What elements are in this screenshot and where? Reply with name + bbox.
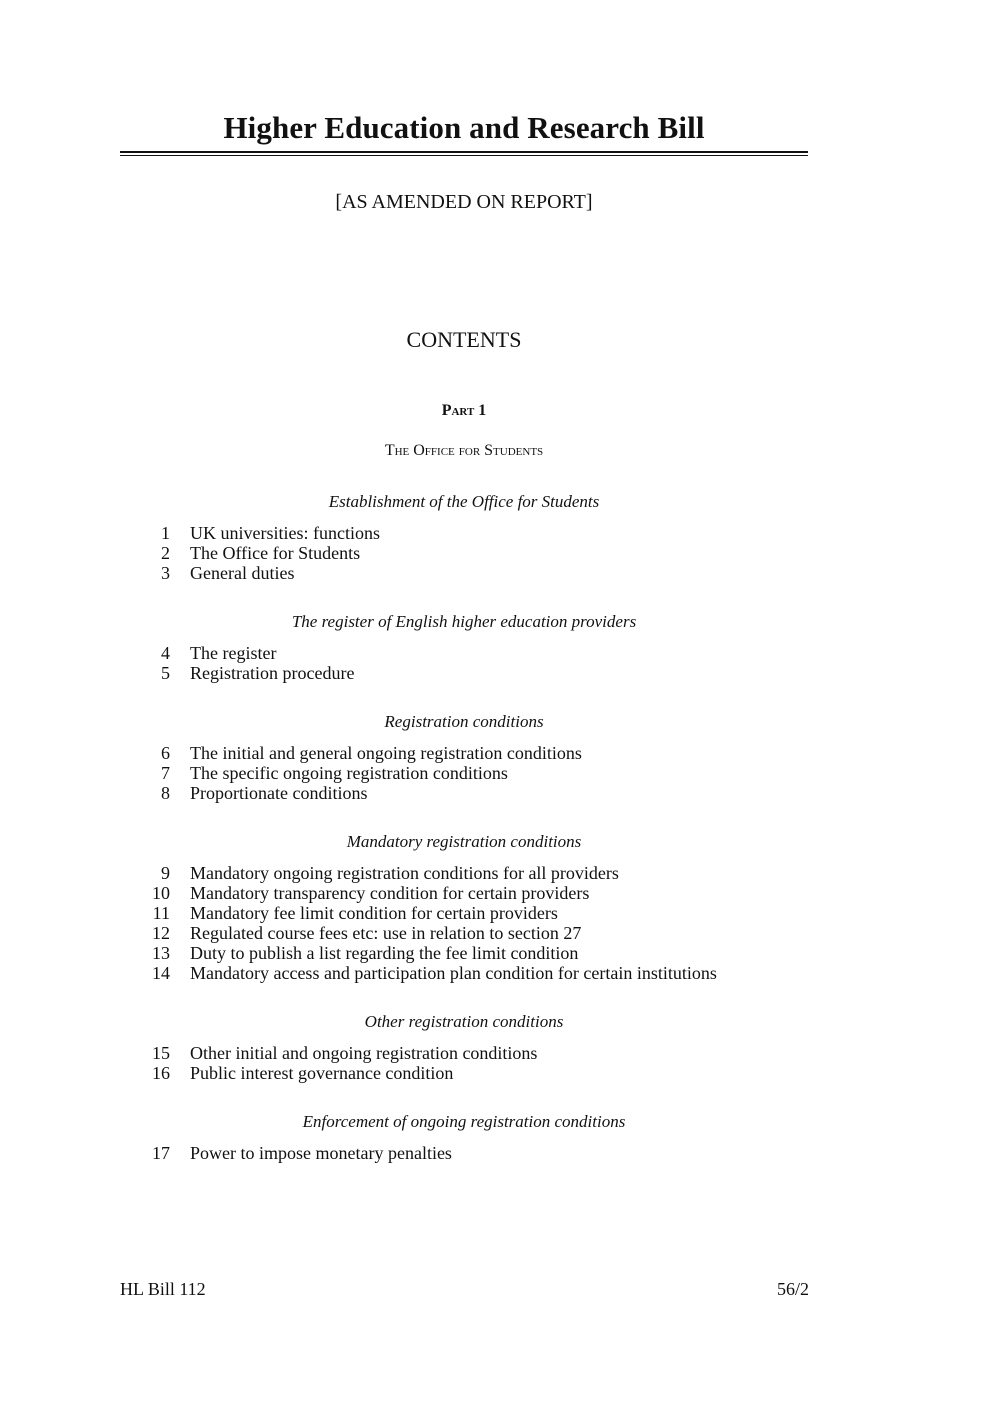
item-number: 9 <box>161 863 170 883</box>
item-label: General duties <box>190 563 295 583</box>
item-label: Duty to publish a list regarding the fee limit condition <box>190 943 579 963</box>
footer-bill-reference: HL Bill 112 <box>120 1279 206 1299</box>
item-label: Mandatory access and participation plan condition for certain institutions <box>190 963 717 983</box>
document-subtitle: [AS AMENDED ON REPORT] <box>335 191 593 213</box>
item-number: 17 <box>152 1143 170 1163</box>
item-number: 7 <box>161 763 170 783</box>
item-label: The register <box>190 643 277 663</box>
section-heading: Registration conditions <box>384 712 544 731</box>
item-label: Mandatory fee limit condition for certain providers <box>190 903 558 923</box>
item-label: Mandatory transparency condition for certain providers <box>190 883 590 903</box>
item-number: 1 <box>161 523 170 543</box>
item-label: Public interest governance condition <box>190 1063 454 1083</box>
contents-item[interactable] <box>120 883 590 903</box>
contents-item[interactable] <box>120 863 619 883</box>
footer-page-reference: 56/2 <box>776 1279 809 1299</box>
item-number: 16 <box>152 1063 170 1083</box>
contents-item[interactable] <box>120 1063 454 1083</box>
part-title: The Office for Students <box>384 442 544 459</box>
item-label: The specific ongoing registration conditions <box>190 763 508 783</box>
section-heading: Mandatory registration conditions <box>346 832 582 851</box>
item-label: Regulated course fees etc: use in relation to section 27 <box>190 923 582 943</box>
contents-item[interactable] <box>120 903 558 923</box>
contents-item[interactable] <box>120 783 368 803</box>
contents-heading: CONTENTS <box>406 327 522 352</box>
item-label: Proportionate conditions <box>190 783 368 803</box>
item-number: 8 <box>161 783 170 803</box>
contents-item[interactable] <box>120 743 582 763</box>
section-heading: Establishment of the Office for Students <box>328 492 600 511</box>
item-number: 15 <box>152 1043 170 1063</box>
section-heading: The register of English higher education providers <box>291 612 637 631</box>
item-number: 11 <box>152 903 170 923</box>
contents-item[interactable] <box>120 563 295 583</box>
section-heading: Enforcement of ongoing registration conditions <box>302 1112 626 1131</box>
title-rule-thick <box>120 151 808 153</box>
contents-item[interactable] <box>120 543 361 563</box>
item-label: The initial and general ongoing registration conditions <box>190 743 582 763</box>
document-title: Higher Education and Research Bill <box>223 110 705 145</box>
contents-item[interactable] <box>120 523 380 543</box>
contents-item[interactable] <box>120 923 582 943</box>
item-number: 5 <box>161 663 170 683</box>
contents-item[interactable] <box>120 1043 538 1063</box>
contents-item[interactable] <box>120 963 717 983</box>
item-label: Other initial and ongoing registration conditions <box>190 1043 538 1063</box>
item-number: 4 <box>161 643 170 663</box>
item-label: The Office for Students <box>190 543 361 563</box>
item-number: 10 <box>152 883 170 903</box>
item-number: 14 <box>152 963 170 983</box>
title-rule-thin <box>120 155 808 156</box>
item-label: Mandatory ongoing registration conditions for all providers <box>190 863 619 883</box>
item-label: Power to impose monetary penalties <box>190 1143 452 1163</box>
item-number: 2 <box>161 543 170 563</box>
item-label: UK universities: functions <box>190 523 380 543</box>
part-label: Part 1 <box>441 402 487 419</box>
contents-item[interactable] <box>120 643 277 663</box>
contents-item[interactable] <box>120 763 508 783</box>
contents-item[interactable] <box>120 663 355 683</box>
item-number: 3 <box>161 563 170 583</box>
section-heading: Other registration conditions <box>364 1012 564 1031</box>
contents-item[interactable] <box>120 943 579 963</box>
item-number: 12 <box>152 923 170 943</box>
item-number: 13 <box>152 943 170 963</box>
item-label: Registration procedure <box>190 663 355 683</box>
item-number: 6 <box>161 743 170 763</box>
contents-item[interactable] <box>120 1143 452 1163</box>
